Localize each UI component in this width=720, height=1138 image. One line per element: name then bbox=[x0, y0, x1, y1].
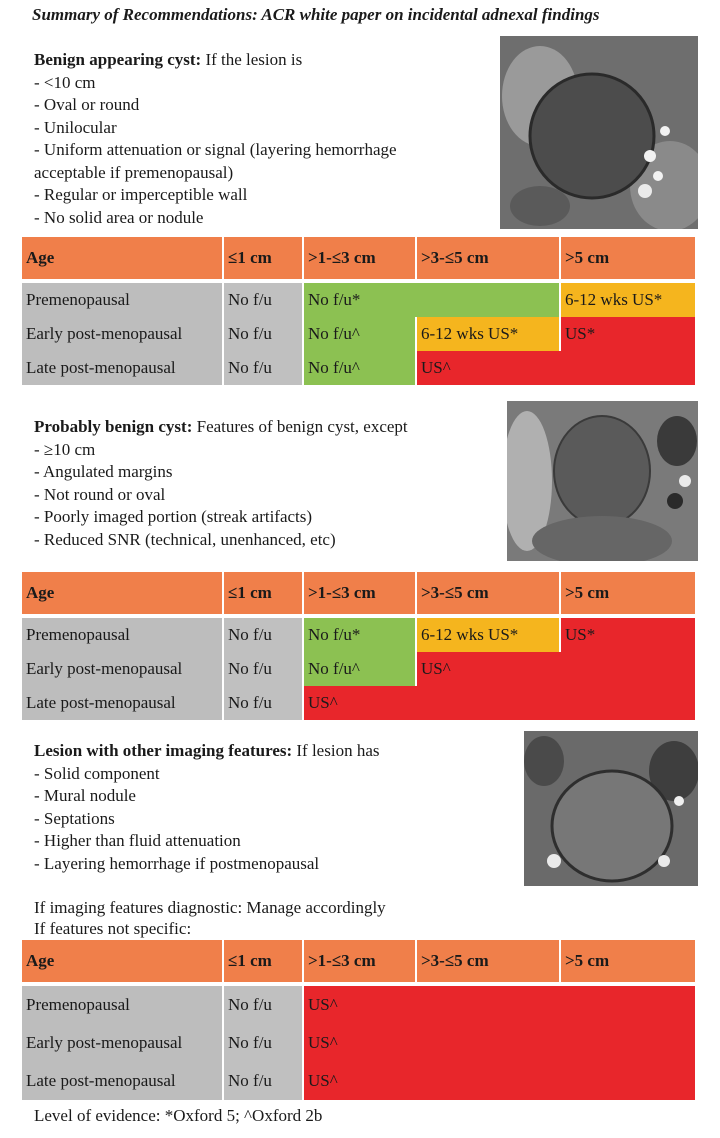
recommendation-cell: No f/u* bbox=[304, 618, 415, 652]
criteria-item: acceptable if premenopausal) bbox=[34, 162, 234, 182]
recommendation-cell: No f/u bbox=[224, 317, 302, 351]
age-cell: Early post-menopausal bbox=[22, 1024, 222, 1062]
criteria-item: - Higher than fluid attenuation bbox=[34, 831, 241, 850]
section-3-heading: Lesion with other imaging features: bbox=[34, 741, 293, 760]
criteria-item: - Uniform attenuation or signal (layering hemorrhage bbox=[34, 140, 397, 159]
column-header: >5 cm bbox=[561, 237, 695, 279]
ct-scan-image-1 bbox=[500, 36, 698, 229]
recommendation-cell: No f/u^ bbox=[304, 351, 415, 385]
section-1-intro: If the lesion is bbox=[201, 50, 303, 69]
column-header: >1-≤3 cm bbox=[304, 572, 415, 614]
recommendation-cell: US* bbox=[561, 618, 695, 652]
column-header: >5 cm bbox=[561, 940, 695, 982]
recommendation-cell: No f/u* bbox=[304, 283, 559, 317]
column-header: ≤1 cm bbox=[224, 940, 302, 982]
criteria-item: - No solid area or nodule bbox=[34, 207, 204, 227]
benign-cyst-table bbox=[20, 237, 697, 385]
table-row bbox=[22, 351, 695, 385]
criteria-item: - Layering hemorrhage if postmenopausal bbox=[34, 853, 320, 873]
criteria-item: - Angulated margins bbox=[34, 462, 173, 481]
criteria-item: - Mural nodule bbox=[34, 786, 136, 805]
note-diagnostic: If imaging features diagnostic: Manage accordingly bbox=[34, 898, 386, 917]
recommendation-cell: US^ bbox=[417, 351, 695, 385]
ct-scan-image-3 bbox=[524, 731, 698, 886]
table-row bbox=[22, 283, 695, 317]
ct-scan-image-2 bbox=[507, 401, 698, 561]
recommendation-cell: 6-12 wks US* bbox=[417, 618, 559, 652]
section-2-intro: Features of benign cyst, except bbox=[192, 417, 408, 436]
column-header: >3-≤5 cm bbox=[417, 237, 559, 279]
column-header: >1-≤3 cm bbox=[304, 940, 415, 982]
recommendation-cell: No f/u bbox=[224, 652, 302, 686]
criteria-item: - Regular or imperceptible wall bbox=[34, 185, 248, 204]
table-row bbox=[22, 1024, 695, 1062]
age-cell: Premenopausal bbox=[22, 986, 222, 1024]
recommendation-cell: No f/u^ bbox=[304, 652, 415, 686]
criteria-item: - ≥10 cm bbox=[34, 439, 96, 459]
section-2-criteria bbox=[34, 416, 408, 551]
recommendation-cell: US^ bbox=[304, 686, 695, 720]
table-row bbox=[22, 986, 695, 1024]
age-cell: Late post-menopausal bbox=[22, 686, 222, 720]
recommendation-cell: US^ bbox=[304, 986, 695, 1024]
column-header: Age bbox=[22, 237, 222, 279]
criteria-item: - Solid component bbox=[34, 763, 160, 783]
age-cell: Premenopausal bbox=[22, 283, 222, 317]
recommendation-cell: No f/u bbox=[224, 283, 302, 317]
recommendation-cell: No f/u bbox=[224, 618, 302, 652]
table-row bbox=[22, 317, 695, 351]
column-header: >1-≤3 cm bbox=[304, 237, 415, 279]
age-cell: Premenopausal bbox=[22, 618, 222, 652]
page-title: Summary of Recommendations: ACR white paper on incidental adnexal findings bbox=[32, 5, 600, 24]
table-row bbox=[22, 1062, 695, 1100]
table-header-row bbox=[22, 237, 695, 279]
section-1-heading: Benign appearing cyst: bbox=[34, 50, 202, 69]
column-header: Age bbox=[22, 940, 222, 982]
recommendation-cell: US* bbox=[561, 317, 695, 351]
column-header: >5 cm bbox=[561, 572, 695, 614]
criteria-item: - Oval or round bbox=[34, 95, 140, 114]
recommendation-cell: US^ bbox=[417, 652, 695, 686]
recommendation-cell: 6-12 wks US* bbox=[417, 317, 559, 351]
criteria-item: - Septations bbox=[34, 808, 115, 828]
criteria-item: - <10 cm bbox=[34, 72, 96, 92]
age-cell: Early post-menopausal bbox=[22, 652, 222, 686]
column-header: ≤1 cm bbox=[224, 572, 302, 614]
table-row bbox=[22, 618, 695, 652]
recommendation-cell: No f/u bbox=[224, 686, 302, 720]
recommendation-cell: US^ bbox=[304, 1024, 695, 1062]
other-features-table bbox=[20, 940, 697, 1100]
section-1-criteria bbox=[34, 49, 397, 229]
section-3-criteria bbox=[34, 740, 379, 875]
table-header-row bbox=[22, 572, 695, 614]
table-header-row bbox=[22, 940, 695, 982]
criteria-item: - Reduced SNR (technical, unenhanced, etc) bbox=[34, 529, 336, 549]
evidence-footer: Level of evidence: *Oxford 5; ^Oxford 2b bbox=[34, 1106, 323, 1125]
recommendation-cell: US^ bbox=[304, 1062, 695, 1100]
age-cell: Late post-menopausal bbox=[22, 1062, 222, 1100]
age-cell: Late post-menopausal bbox=[22, 351, 222, 385]
table-row bbox=[22, 652, 695, 686]
probably-benign-cyst-table bbox=[20, 572, 697, 720]
section-2-heading: Probably benign cyst: bbox=[34, 417, 193, 436]
recommendation-cell: No f/u bbox=[224, 351, 302, 385]
criteria-item: - Not round or oval bbox=[34, 484, 166, 504]
section-3-intro: If lesion has bbox=[292, 741, 380, 760]
recommendation-cell: No f/u^ bbox=[304, 317, 415, 351]
column-header: >3-≤5 cm bbox=[417, 940, 559, 982]
table-row bbox=[22, 686, 695, 720]
recommendation-cell: No f/u bbox=[224, 1062, 302, 1100]
recommendation-cell: No f/u bbox=[224, 1024, 302, 1062]
column-header: ≤1 cm bbox=[224, 237, 302, 279]
column-header: >3-≤5 cm bbox=[417, 572, 559, 614]
recommendation-cell: 6-12 wks US* bbox=[561, 283, 695, 317]
recommendation-cell: No f/u bbox=[224, 986, 302, 1024]
criteria-item: - Poorly imaged portion (streak artifacts) bbox=[34, 507, 313, 526]
criteria-item: - Unilocular bbox=[34, 117, 117, 137]
column-header: Age bbox=[22, 572, 222, 614]
note-not-specific: If features not specific: bbox=[34, 919, 192, 938]
age-cell: Early post-menopausal bbox=[22, 317, 222, 351]
